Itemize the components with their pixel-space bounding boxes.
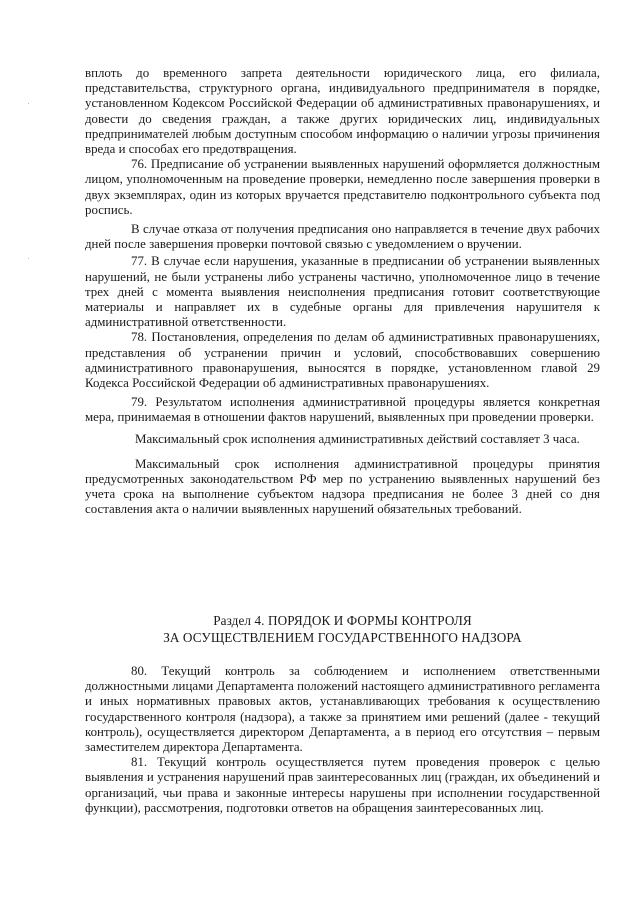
scan-speck — [28, 258, 29, 259]
paragraph-block-bottom — [85, 664, 600, 816]
section-title-line-2: ЗА ОСУЩЕСТВЛЕНИЕМ ГОСУДАРСТВЕННОГО НАДЗОРА — [163, 630, 522, 645]
paragraph-79: 79. Результатом исполнения административной процедуры является конкретная мера, принимаемая в отношении фактов нарушений, выявленных при проведении проверки. — [85, 395, 600, 425]
section-title-line-1: Раздел 4. ПОРЯДОК И ФОРМЫ КОНТРОЛЯ — [213, 613, 472, 628]
paragraph-76: 76. Предписание об устранении выявленных нарушений оформляется должностным лицом, уполномоченным на проведение проверки, немедленно после завершения проверки в двух экземплярах, один из которых вручается представителю подконтрольного субъекта под роспись. — [85, 157, 600, 217]
paragraph-block-top — [85, 66, 600, 518]
paragraph-79-max-time-actions: Максимальный срок исполнения административных действий составляет 3 часа. — [135, 431, 580, 446]
section-4-heading — [85, 612, 600, 646]
paragraph-continuation: вплоть до временного запрета деятельности юридического лица, его филиала, представительства, структурного органа, индивидуального предпринимателя в порядке, установленном Кодексом Российской Федерации об административных правонарушениях, и довести до сведения граждан, а также других юридических лиц, индивидуальных предпринимателей любым доступным способом информацию о наличии угрозы причинения вреда и способах его предотвращения. — [85, 66, 600, 157]
paragraph-80: 80. Текущий контроль за соблюдением и исполнением ответственными должностными лицами Департамента положений настоящего административного регламента и иных нормативных правовых актов, устанавливающих требования к осуществлению государственного контроля (надзора), а также за принятием ими решений (далее - текущий контроль), осуществляется директором Департамента, а в период его отсутствия – первым заместителем директора Департамента. — [85, 664, 600, 755]
paragraph-81: 81. Текущий контроль осуществляется путем проведения проверок с целью выявления и устранения нарушений прав заинтересованных лиц (граждан, их объединений и организаций, чьи права и законные интересы нарушены при исполнении государственной функции), рассмотрения, подготовки ответов на обращения заинтересованных лиц. — [85, 755, 600, 815]
paragraph-79-max-time-procedure: Максимальный срок исполнения административной процедуры принятия предусмотренных законодательством РФ мер по устранению выявленных нарушений без учета срока на выполнение субъектом надзора предписания не более 3 дней со дня составления акта о наличии выявленных нарушений обязательных требований. — [85, 456, 600, 517]
paragraph-76-refusal: В случае отказа от получения предписания оно направляется в течение двух рабочих дней после завершения проверки почтовой связью с уведомлением о вручении. — [85, 222, 600, 252]
scan-speck — [28, 103, 29, 104]
paragraph-78: 78. Постановления, определения по делам об административных правонарушениях, представления об устранении причин и условий, способствовавших совершению административного правонарушения, выносятся в порядке, установленном главой 29 Кодекса Российской Федерации об административных правонарушениях. — [85, 330, 600, 391]
paragraph-77: 77. В случае если нарушения, указанные в предписании об устранении выявленных нарушений, не были устранены либо устранены частично, уполномоченное лицо в течение трех дней с момента выявления неисполнения предписания готовит соответствующие материалы и направляет их в судебные органы для привлечения нарушителя к административной ответственности. — [85, 254, 600, 330]
